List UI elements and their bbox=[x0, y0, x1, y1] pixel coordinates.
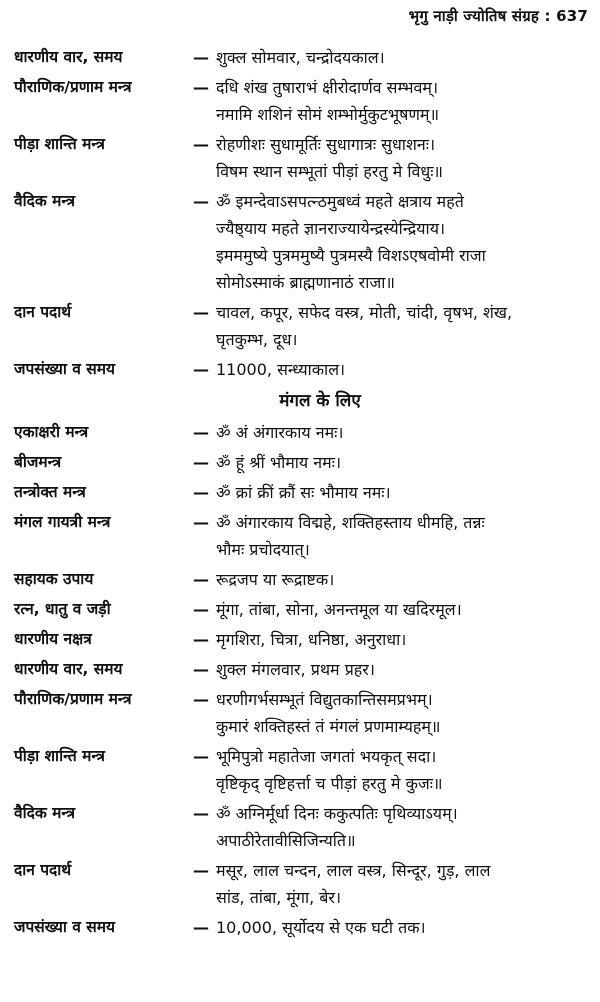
entry-value-line: दधि शंख तुषाराभं क्षीरोदार्णव सम्भवम्। bbox=[216, 78, 439, 97]
entry-label: पौराणिक/प्रणाम मन्त्र bbox=[14, 690, 132, 708]
entry-dash: — bbox=[193, 600, 209, 619]
entry-label: पीड़ा शान्ति मन्त्र bbox=[14, 135, 105, 153]
entry-label: पीड़ा शान्ति मन्त्र bbox=[14, 747, 105, 765]
entry-value-line: मूंगा, तांबा, सोना, अनन्तमूल या खदिरमूल। bbox=[216, 600, 462, 619]
entry-value-line: रूद्रजप या रूद्राष्टक। bbox=[216, 570, 335, 589]
entry-value-line: धरणीगर्भसम्भूतं विद्युतकान्तिसमप्रभम्। bbox=[216, 690, 433, 709]
entry-value bbox=[216, 131, 600, 185]
entry-value bbox=[216, 356, 600, 383]
entry-row bbox=[0, 356, 600, 383]
entry-dash: — bbox=[193, 804, 209, 823]
entry-value-line: सांड, तांबा, मूंगा, बेर। bbox=[216, 888, 342, 907]
entry-label: वैदिक मन्त्र bbox=[14, 192, 76, 210]
entry-dash: — bbox=[193, 747, 209, 766]
entry-label: दान पदार्थ bbox=[14, 303, 72, 321]
entry-dash: — bbox=[193, 918, 209, 937]
entry-value-line: ॐ इमन्देवाऽसपत्न्ठमुबध्वं महते क्षत्राय महते bbox=[216, 192, 464, 211]
entry-row bbox=[0, 419, 600, 446]
entry-dash: — bbox=[193, 423, 209, 442]
entry-value-line: सोमोऽस्माकं ब्राह्मणानाठं राजा॥ bbox=[216, 273, 395, 292]
entry-row bbox=[0, 74, 600, 128]
entry-value-line: शुक्ल सोमवार, चन्द्रोदयकाल। bbox=[216, 48, 385, 67]
entry-value bbox=[216, 626, 600, 653]
entry-value bbox=[216, 188, 600, 296]
entry-row bbox=[0, 299, 600, 353]
entry-label: सहायक उपाय bbox=[14, 570, 94, 588]
entry-row bbox=[0, 800, 600, 854]
entry-value bbox=[216, 914, 600, 941]
entry-row bbox=[0, 914, 600, 941]
entry-value-line: ज्यैष्ठ्याय महते ज्ञानराज्यायेन्द्रस्येन्द्रियाय। bbox=[216, 219, 446, 238]
section-heading-mangal: मंगल के लिए bbox=[279, 391, 361, 411]
entry-dash: — bbox=[193, 48, 209, 67]
entry-value bbox=[216, 449, 600, 476]
entry-value-line: ॐ हूं श्रीं भौमाय नमः। bbox=[216, 453, 342, 472]
entry-dash: — bbox=[193, 135, 209, 154]
entry-label: धारणीय वार, समय bbox=[14, 660, 123, 678]
entry-value bbox=[216, 74, 600, 128]
entry-dash: — bbox=[193, 303, 209, 322]
entry-row bbox=[0, 188, 600, 296]
entry-value bbox=[216, 419, 600, 446]
entry-label: धारणीय वार, समय bbox=[14, 48, 123, 66]
entry-label: धारणीय नक्षत्र bbox=[14, 630, 92, 648]
entry-value bbox=[216, 566, 600, 593]
entry-value-line: कुमारं शक्तिहस्तं तं मंगलं प्रणमाम्यहम्॥ bbox=[216, 717, 441, 736]
entry-value bbox=[216, 857, 600, 911]
entry-row bbox=[0, 857, 600, 911]
entry-row bbox=[0, 656, 600, 683]
entry-value-line: मृगशिरा, चित्रा, धनिष्ठा, अनुराधा। bbox=[216, 630, 407, 649]
entry-value-line: नमामि शशिनं सोमं शम्भोर्मुकुटभूषणम्॥ bbox=[216, 105, 440, 124]
entry-label: एकाक्षरी मन्त्र bbox=[14, 423, 89, 441]
entry-value bbox=[216, 800, 600, 854]
entry-value-line: ॐ क्रां क्रीं क्रौं सः भौमाय नमः। bbox=[216, 483, 391, 502]
entry-row bbox=[0, 509, 600, 563]
entry-value-line: अपाठीरेतावीसिजिन्यति॥ bbox=[216, 831, 356, 850]
entry-row bbox=[0, 566, 600, 593]
section-moon-remedies bbox=[0, 44, 600, 383]
entry-label: जपसंख्या व समय bbox=[14, 918, 116, 936]
entry-row bbox=[0, 626, 600, 653]
entry-row bbox=[0, 449, 600, 476]
entry-dash: — bbox=[193, 570, 209, 589]
entry-value-line: भूमिपुत्रो महातेजा जगतां भयकृत् सदा। bbox=[216, 747, 437, 766]
entry-value-line: मसूर, लाल चन्दन, लाल वस्त्र, सिन्दूर, गुड़, लाल bbox=[216, 861, 491, 880]
entry-dash: — bbox=[193, 660, 209, 679]
entry-row bbox=[0, 596, 600, 623]
entry-row bbox=[0, 131, 600, 185]
entry-value-line: शुक्ल मंगलवार, प्रथम प्रहर। bbox=[216, 660, 375, 679]
entry-dash: — bbox=[193, 360, 209, 379]
entry-dash: — bbox=[193, 453, 209, 472]
entry-label: वैदिक मन्त्र bbox=[14, 804, 76, 822]
entry-dash: — bbox=[193, 483, 209, 502]
entry-dash: — bbox=[193, 513, 209, 532]
entry-value-line: इमममुष्ये पुत्रममुष्यै पुत्रमस्यै विशऽएषवोमी राजा bbox=[216, 246, 486, 265]
entry-row bbox=[0, 743, 600, 797]
entry-row bbox=[0, 686, 600, 740]
entry-row bbox=[0, 479, 600, 506]
entry-value bbox=[216, 44, 600, 71]
entry-dash: — bbox=[193, 192, 209, 211]
entry-label: मंगल गायत्री मन्त्र bbox=[14, 513, 111, 531]
running-head: भृगु नाड़ी ज्योतिष संग्रह : 637 bbox=[408, 7, 588, 25]
entry-row bbox=[0, 44, 600, 71]
entry-dash: — bbox=[193, 630, 209, 649]
entry-label: बीजमन्त्र bbox=[14, 453, 62, 471]
entry-value bbox=[216, 479, 600, 506]
entry-value bbox=[216, 656, 600, 683]
section-mars-remedies bbox=[0, 419, 600, 941]
entry-value-line: भौमः प्रचोदयात्। bbox=[216, 540, 310, 559]
entry-value bbox=[216, 596, 600, 623]
entry-dash: — bbox=[193, 690, 209, 709]
entry-dash: — bbox=[193, 861, 209, 880]
entry-label: रत्न, धातु व जड़ी bbox=[14, 600, 111, 618]
entry-value-line: घृतकुम्भ, दूध। bbox=[216, 330, 298, 349]
entry-value bbox=[216, 299, 600, 353]
page-content bbox=[0, 44, 600, 944]
entry-label: जपसंख्या व समय bbox=[14, 360, 116, 378]
entry-dash: — bbox=[193, 78, 209, 97]
entry-value bbox=[216, 509, 600, 563]
entry-value-line: विषम स्थान सम्भूतां पीड़ां हरतु मे विधुः॥ bbox=[216, 162, 444, 181]
entry-label: दान पदार्थ bbox=[14, 861, 72, 879]
entry-value-line: वृष्टिकृद् वृष्टिहर्त्ता च पीड़ां हरतु मे कुजः॥ bbox=[216, 774, 443, 793]
entry-value-line: ॐ अंगारकाय विद्महे, शक्तिहस्ताय धीमहि, तन्नः bbox=[216, 513, 485, 532]
entry-value bbox=[216, 686, 600, 740]
entry-value-line: चावल, कपूर, सफेद वस्त्र, मोती, चांदी, वृषभ, शंख, bbox=[216, 303, 513, 322]
entry-value-line: ॐ अग्निर्मूर्धा दिनः ककुत्पतिः पृथिव्याऽयम्। bbox=[216, 804, 458, 823]
entry-label: तन्त्रोक्त मन्त्र bbox=[14, 483, 86, 501]
entry-value-line: ॐ अं अंगारकाय नमः। bbox=[216, 423, 344, 442]
entry-label: पौराणिक/प्रणाम मन्त्र bbox=[14, 78, 132, 96]
entry-value-line: 11000, सन्ध्याकाल। bbox=[216, 360, 346, 379]
entry-value bbox=[216, 743, 600, 797]
entry-value-line: रोहणीशः सुधामूर्तिः सुधागात्रः सुधाशनः। bbox=[216, 135, 436, 154]
entry-value-line: 10,000, सूर्योदय से एक घटी तक। bbox=[216, 918, 426, 937]
